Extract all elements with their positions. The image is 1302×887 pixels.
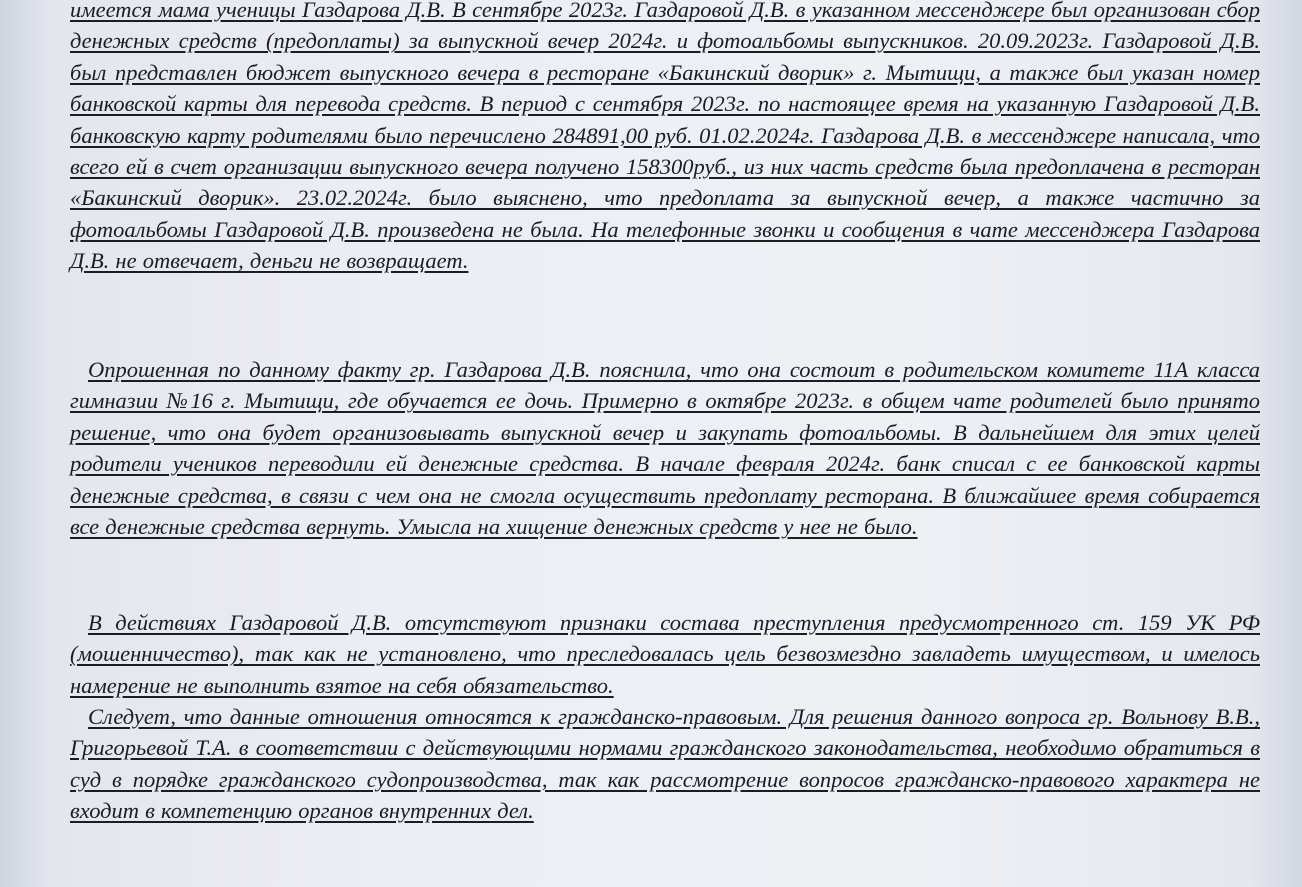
paragraph-legal-assessment: В действиях Газдаровой Д.В. отсутствуют признаки состава преступления предусмотренного ст. 159 УК РФ (мошенничество), так как не установлено, что преследовалась цель безвозмездно завладеть имуществом, и имелось намерение не выполнить взятое на себя обязательство.: [70, 610, 1260, 698]
paragraph-conclusion: Следует, что данные отношения относятся к гражданско-правовым. Для решения данного вопроса гр. Вольнову В.В., Григорьевой Т.А. в соответствии с действующими нормами гражданского законодательства, необходимо обратиться в суд в порядке гражданского судопроизводства, так как рассмотрение вопросов гражданско-правового характера не входит в компетенцию органов внутренних дел.: [70, 704, 1260, 824]
paragraph-explanation: Опрошенная по данному факту гр. Газдарова Д.В. пояснила, что она состоит в родительском комитете 11А класса гимназии №16 г. Мытищи, где обучается ее дочь. Примерно в октябре 2023г. в общем чате родителей было принято решение, что она будет организовывать выпускной вечер и закупать фотоальбомы. В дальнейшем для этих целей родители учеников переводили ей денежные средства. В начале февраля 2024г. банк списал с ее банковской карты денежные средства, в связи с чем она не смогла осуществить предоплату ресторана. В ближайшее время собирается все денежные средства вернуть. Умысла на хищение денежных средств у нее не было.: [70, 357, 1260, 540]
paragraph-incident-description: имеется мама ученицы Газдарова Д.В. В сентябре 2023г. Газдаровой Д.В. в указанном мессенджере был организован сбор денежных средств (предоплаты) за выпускной вечер 2024г. и фотоальбомы выпускников. 20.09.2023г. Газдаровой Д.В. был представлен бюджет выпускного вечера в ресторане «Бакинский дворик» г. Мытищи, а также был указан номер банковской карты для перевода средств. В период с сентября 2023г. по настоящее время на указанную Газдаровой Д.В. банковскую карту родителями было перечислено 284891,00 руб. 01.02.2024г. Газдарова Д.В. в мессенджере написала, что всего ей в счет организации выпускного вечера получено 158300руб., из них часть средств была предоплачена в ресторан «Бакинский дворик». 23.02.2024г. было выяснено, что предоплата за выпускной вечер, а также частично за фотоальбомы Газдаровой Д.В. произведена не была. На телефонные звонки и сообщения в чате мессенджера Газдарова Д.В. не отвечает, деньги не возвращает.: [70, 0, 1260, 274]
